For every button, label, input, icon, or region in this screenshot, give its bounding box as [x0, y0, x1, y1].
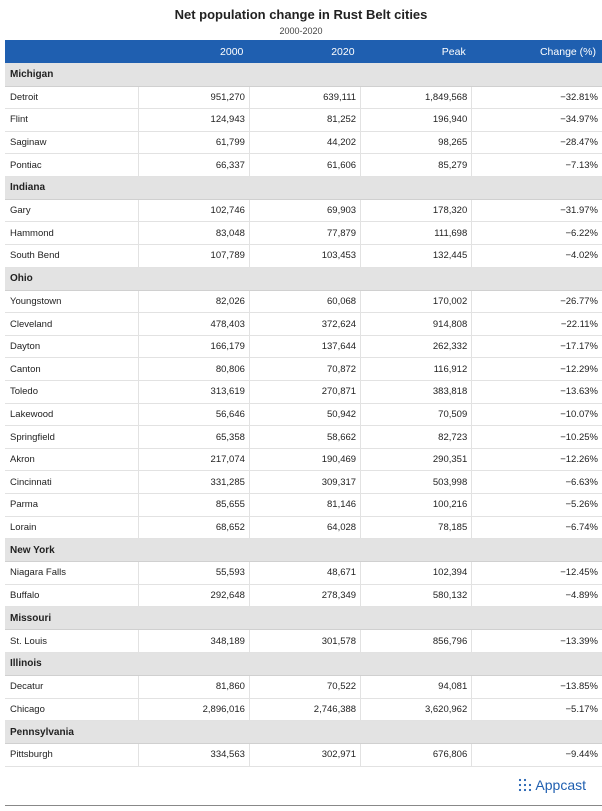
- population-2000: 334,563: [138, 744, 249, 767]
- population-2020: 81,252: [249, 109, 360, 132]
- population-2020: 639,111: [249, 86, 360, 109]
- city-name: Cleveland: [5, 313, 138, 336]
- state-name: Missouri: [5, 607, 602, 630]
- population-peak: 100,216: [361, 494, 472, 517]
- table-row: [5, 154, 602, 177]
- city-name: Youngstown: [5, 290, 138, 313]
- change-percent: −31.97%: [472, 199, 602, 222]
- table-row: [5, 744, 602, 767]
- population-2020: 70,522: [249, 675, 360, 698]
- change-percent: −26.77%: [472, 290, 602, 313]
- table-row: [5, 222, 602, 245]
- city-name: Chicago: [5, 698, 138, 721]
- state-group-row: [5, 607, 602, 630]
- table-row: [5, 358, 602, 381]
- population-2000: 217,074: [138, 448, 249, 471]
- population-2020: 58,662: [249, 426, 360, 449]
- population-2020: 81,146: [249, 494, 360, 517]
- state-name: New York: [5, 539, 602, 562]
- table-row: [5, 313, 602, 336]
- population-peak: 116,912: [361, 358, 472, 381]
- state-group-row: [5, 63, 602, 86]
- change-percent: −12.45%: [472, 562, 602, 585]
- state-name: Indiana: [5, 176, 602, 199]
- state-group-row: [5, 267, 602, 290]
- table-row: [5, 516, 602, 539]
- population-2020: 103,453: [249, 245, 360, 268]
- city-name: Decatur: [5, 675, 138, 698]
- table-row: [5, 494, 602, 517]
- change-percent: −6.22%: [472, 222, 602, 245]
- population-peak: 3,620,962: [361, 698, 472, 721]
- logo-text: Appcast: [535, 777, 586, 793]
- city-name: South Bend: [5, 245, 138, 268]
- population-2020: 2,746,388: [249, 698, 360, 721]
- population-2000: 2,896,016: [138, 698, 249, 721]
- population-peak: 1,849,568: [361, 86, 472, 109]
- change-percent: −17.17%: [472, 335, 602, 358]
- state-name: Illinois: [5, 652, 602, 675]
- population-peak: 85,279: [361, 154, 472, 177]
- header-2000: 2000: [220, 45, 244, 58]
- change-percent: −7.13%: [472, 154, 602, 177]
- population-peak: 78,185: [361, 516, 472, 539]
- city-name: St. Louis: [5, 630, 138, 653]
- city-name: Canton: [5, 358, 138, 381]
- table-row: [5, 698, 602, 721]
- population-2020: 309,317: [249, 471, 360, 494]
- table-row: [5, 290, 602, 313]
- chart-subtitle: 2000-2020: [279, 26, 323, 36]
- change-percent: −5.17%: [472, 698, 602, 721]
- population-2000: 80,806: [138, 358, 249, 381]
- header-city: [5, 40, 138, 63]
- population-2000: 951,270: [138, 86, 249, 109]
- city-name: Saginaw: [5, 131, 138, 154]
- population-peak: 102,394: [361, 562, 472, 585]
- population-2000: 66,337: [138, 154, 249, 177]
- population-2020: 69,903: [249, 199, 360, 222]
- table-header-row: [5, 40, 602, 63]
- population-peak: 262,332: [361, 335, 472, 358]
- population-peak: 676,806: [361, 744, 472, 767]
- table-row: [5, 335, 602, 358]
- change-percent: −4.89%: [472, 584, 602, 607]
- population-2000: 478,403: [138, 313, 249, 336]
- population-2000: 124,943: [138, 109, 249, 132]
- population-2000: 61,799: [138, 131, 249, 154]
- change-percent: −6.74%: [472, 516, 602, 539]
- population-peak: 503,998: [361, 471, 472, 494]
- state-group-row: [5, 721, 602, 744]
- header-2020: 2020: [331, 45, 355, 58]
- appcast-logo: [518, 777, 586, 793]
- city-name: Gary: [5, 199, 138, 222]
- population-2020: 60,068: [249, 290, 360, 313]
- change-percent: −12.29%: [472, 358, 602, 381]
- city-name: Springfield: [5, 426, 138, 449]
- population-peak: 856,796: [361, 630, 472, 653]
- population-peak: 132,445: [361, 245, 472, 268]
- population-peak: 94,081: [361, 675, 472, 698]
- change-percent: −13.85%: [472, 675, 602, 698]
- table-row: [5, 86, 602, 109]
- table-row: [5, 381, 602, 404]
- population-peak: 98,265: [361, 131, 472, 154]
- table-row: [5, 199, 602, 222]
- table-row: [5, 675, 602, 698]
- population-2000: 81,860: [138, 675, 249, 698]
- state-group-row: [5, 652, 602, 675]
- state-name: Ohio: [5, 267, 602, 290]
- population-2020: 61,606: [249, 154, 360, 177]
- population-2000: 55,593: [138, 562, 249, 585]
- population-2000: 107,789: [138, 245, 249, 268]
- population-table: [5, 40, 602, 767]
- change-percent: −22.11%: [472, 313, 602, 336]
- population-2020: 372,624: [249, 313, 360, 336]
- population-2000: 313,619: [138, 381, 249, 404]
- change-percent: −12.26%: [472, 448, 602, 471]
- population-peak: 914,808: [361, 313, 472, 336]
- change-percent: −13.63%: [472, 381, 602, 404]
- table-row: [5, 131, 602, 154]
- city-name: Hammond: [5, 222, 138, 245]
- population-2020: 50,942: [249, 403, 360, 426]
- population-2000: 348,189: [138, 630, 249, 653]
- city-name: Cincinnati: [5, 471, 138, 494]
- population-peak: 383,818: [361, 381, 472, 404]
- population-2020: 77,879: [249, 222, 360, 245]
- population-2000: 82,026: [138, 290, 249, 313]
- chart-title: Net population change in Rust Belt cities: [174, 7, 428, 22]
- state-group-row: [5, 176, 602, 199]
- city-name: Pittsburgh: [5, 744, 138, 767]
- population-2000: 83,048: [138, 222, 249, 245]
- state-group-row: [5, 539, 602, 562]
- city-name: Parma: [5, 494, 138, 517]
- city-name: Lakewood: [5, 403, 138, 426]
- city-name: Buffalo: [5, 584, 138, 607]
- population-2020: 270,871: [249, 381, 360, 404]
- change-percent: −9.44%: [472, 744, 602, 767]
- population-2020: 70,872: [249, 358, 360, 381]
- population-2000: 68,652: [138, 516, 249, 539]
- population-2000: 85,655: [138, 494, 249, 517]
- table-row: [5, 426, 602, 449]
- change-percent: −6.63%: [472, 471, 602, 494]
- population-2020: 302,971: [249, 744, 360, 767]
- header-change: Change (%): [539, 45, 596, 58]
- population-2020: 190,469: [249, 448, 360, 471]
- city-name: Lorain: [5, 516, 138, 539]
- table-row: [5, 403, 602, 426]
- city-name: Flint: [5, 109, 138, 132]
- city-name: Toledo: [5, 381, 138, 404]
- city-name: Niagara Falls: [5, 562, 138, 585]
- population-2020: 48,671: [249, 562, 360, 585]
- header-peak: Peak: [441, 45, 466, 58]
- city-name: Dayton: [5, 335, 138, 358]
- population-2020: 278,349: [249, 584, 360, 607]
- city-name: Pontiac: [5, 154, 138, 177]
- table-row: [5, 245, 602, 268]
- change-percent: −34.97%: [472, 109, 602, 132]
- change-percent: −13.39%: [472, 630, 602, 653]
- bottom-divider: [5, 805, 602, 806]
- city-name: Akron: [5, 448, 138, 471]
- population-peak: 178,320: [361, 199, 472, 222]
- population-peak: 170,002: [361, 290, 472, 313]
- change-percent: −28.47%: [472, 131, 602, 154]
- table-body: [5, 63, 602, 766]
- change-percent: −32.81%: [472, 86, 602, 109]
- population-peak: 111,698: [361, 222, 472, 245]
- appcast-logo-icon: [518, 778, 532, 792]
- table-row: [5, 109, 602, 132]
- population-2000: 102,746: [138, 199, 249, 222]
- population-peak: 196,940: [361, 109, 472, 132]
- state-name: Michigan: [5, 63, 602, 86]
- population-peak: 580,132: [361, 584, 472, 607]
- population-peak: 82,723: [361, 426, 472, 449]
- population-2020: 44,202: [249, 131, 360, 154]
- population-peak: 70,509: [361, 403, 472, 426]
- state-name: Pennsylvania: [5, 721, 602, 744]
- change-percent: −5.26%: [472, 494, 602, 517]
- table-row: [5, 471, 602, 494]
- change-percent: −10.07%: [472, 403, 602, 426]
- city-name: Detroit: [5, 86, 138, 109]
- population-2000: 56,646: [138, 403, 249, 426]
- population-2000: 166,179: [138, 335, 249, 358]
- table-row: [5, 630, 602, 653]
- population-2000: 65,358: [138, 426, 249, 449]
- table-row: [5, 562, 602, 585]
- change-percent: −4.02%: [472, 245, 602, 268]
- population-peak: 290,351: [361, 448, 472, 471]
- population-2000: 331,285: [138, 471, 249, 494]
- table-row: [5, 448, 602, 471]
- population-2020: 301,578: [249, 630, 360, 653]
- change-percent: −10.25%: [472, 426, 602, 449]
- population-2000: 292,648: [138, 584, 249, 607]
- population-2020: 64,028: [249, 516, 360, 539]
- population-2020: 137,644: [249, 335, 360, 358]
- table-row: [5, 584, 602, 607]
